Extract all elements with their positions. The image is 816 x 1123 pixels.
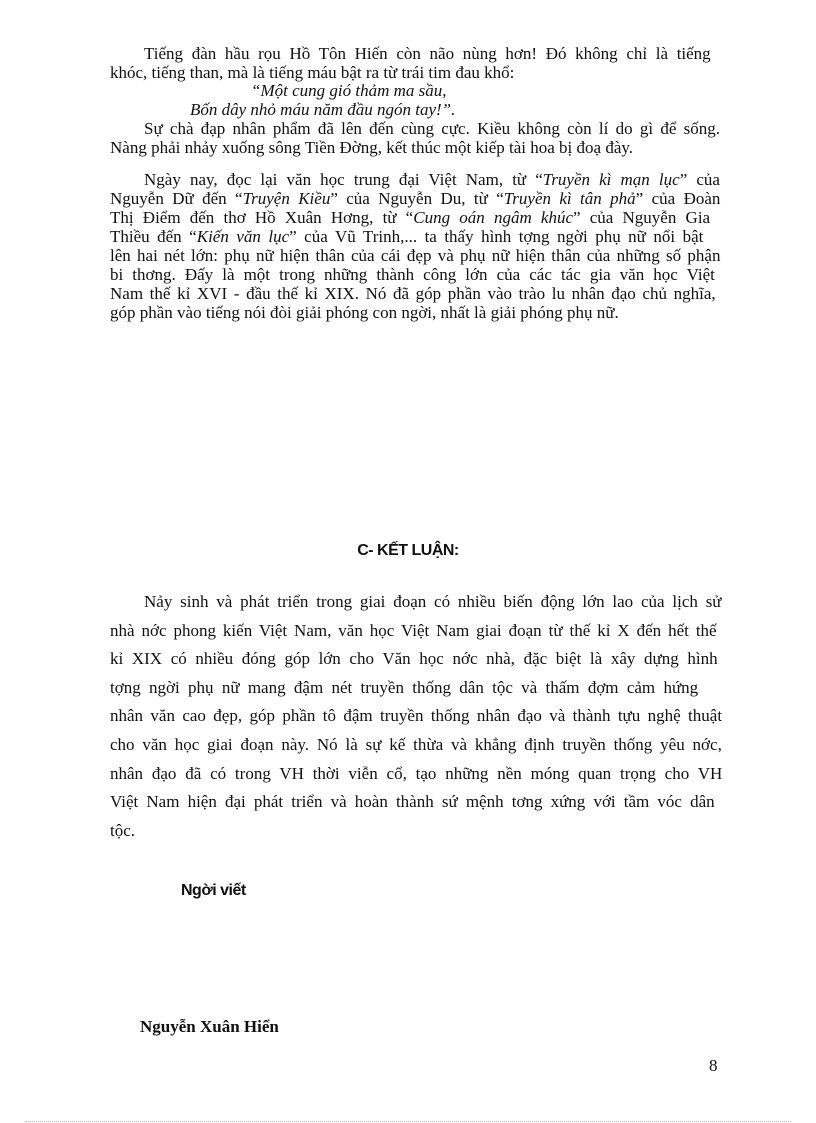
text-line: Nàng phải nhảy xuống sông Tiền Đờng, kết thúc một kiếp tài hoa bị đoạ đày. <box>110 138 634 157</box>
poem-line-2: Bốn dây nhỏ máu năm đầu ngón tay!”. <box>190 100 456 119</box>
section-heading-conclusion: C- KẾT LUẬN: <box>357 542 459 559</box>
text-line: Sự chà đạp nhân phẩm đã lên đến cùng cực. Kiều không còn lí do gì để sống. <box>144 119 720 138</box>
page-bottom-divider <box>25 1121 791 1122</box>
text-line: Thị Điểm đến thơ Hồ Xuân Hơng, từ “Cung oán ngâm khúc” của Nguyễn Gia <box>110 208 711 227</box>
writer-label: Ngời viết <box>181 882 246 899</box>
paragraph-conclusion <box>110 588 722 845</box>
text-line: tộc. <box>110 820 136 840</box>
writer-name: Nguyễn Xuân Hiển <box>140 1017 279 1036</box>
work-title: Truyện Kiều <box>242 189 331 208</box>
page-number: 8 <box>709 1056 718 1075</box>
text-line: khóc, tiếng than, mà là tiếng máu bật ra từ trái tim đau khổ: <box>110 63 515 82</box>
text-line: Nguyễn Dữ đến “Truyện Kiều” của Nguyễn Du, từ “Truyền kì tân phả” của Đoàn <box>110 189 721 208</box>
text-line: Nảy sinh và phát triển trong giai đoạn có nhiều biến động lớn lao của lịch sử <box>144 592 722 611</box>
text-line: nhân đạo đã có trong VH thời viễn cổ, tạo những nền móng quan trọng cho VH <box>110 763 723 783</box>
paragraph-literature-review <box>110 170 720 322</box>
text-line: nhân văn cao đẹp, góp phần tô đậm truyền thống nhân đạo và thành tựu nghệ thuật <box>110 706 723 726</box>
poem-line-1: “Một cung gió thảm ma sầu, <box>251 81 447 100</box>
text-line: Việt Nam hiện đại phát triển và hoàn thành sứ mệnh tơng xứng với tầm vóc dân <box>110 792 715 812</box>
paragraph-dan-hau <box>110 44 720 82</box>
text-line: tợng ngời phụ nữ mang đậm nét truyền thống dân tộc và thấm đợm cảm hứng <box>110 677 699 697</box>
work-title: Cung oán ngâm khúc <box>413 208 574 227</box>
text-line: nhà nớc phong kiến Việt Nam, văn học Việt Nam giai đoạn từ thế kỉ X đến hết thế <box>110 620 717 640</box>
work-title: Kiến văn lục <box>196 227 290 246</box>
work-title: Truyền kì mạn lục <box>542 170 680 189</box>
text-line: Thiều đến “Kiến văn lục” của Vũ Trinh,... ta thấy hình tợng ngời phụ nữ nổi bật <box>110 227 704 246</box>
text-line: kỉ XIX có nhiều đóng góp lớn cho Văn học nớc nhà, đặc biệt là xây dựng hình <box>110 649 718 669</box>
text-line: Nam thế kỉ XVI - đầu thế kỉ XIX. Nó đã góp phần vào trào lu nhân đạo chủ nghĩa, <box>110 284 716 303</box>
text-line: lên hai nét lớn: phụ nữ hiện thân của cái đẹp và phụ nữ hiện thân của những số phận <box>110 246 721 265</box>
text-line: Tiếng đàn hầu rọu Hồ Tôn Hiến còn não nùng hơn! Đó không chỉ là tiếng <box>144 44 711 63</box>
text-line: góp phần vào tiếng nói đòi giải phóng con ngời, nhất là giải phóng phụ nữ. <box>110 303 619 322</box>
work-title: Truyền kì tân phả <box>503 189 636 208</box>
text-line: Ngày nay, đọc lại văn học trung đại Việt Nam, từ “Truyền kì mạn lục” của <box>144 170 720 189</box>
text-line: cho văn học giai đoạn này. Nó là sự kế thừa và khẳng định truyền thống yêu nớc, <box>110 734 722 754</box>
text-line: bi thơng. Đấy là một trong những thành công lớn của các tác gia văn học Việt <box>110 265 715 284</box>
paragraph-kieu-fate <box>110 119 720 157</box>
